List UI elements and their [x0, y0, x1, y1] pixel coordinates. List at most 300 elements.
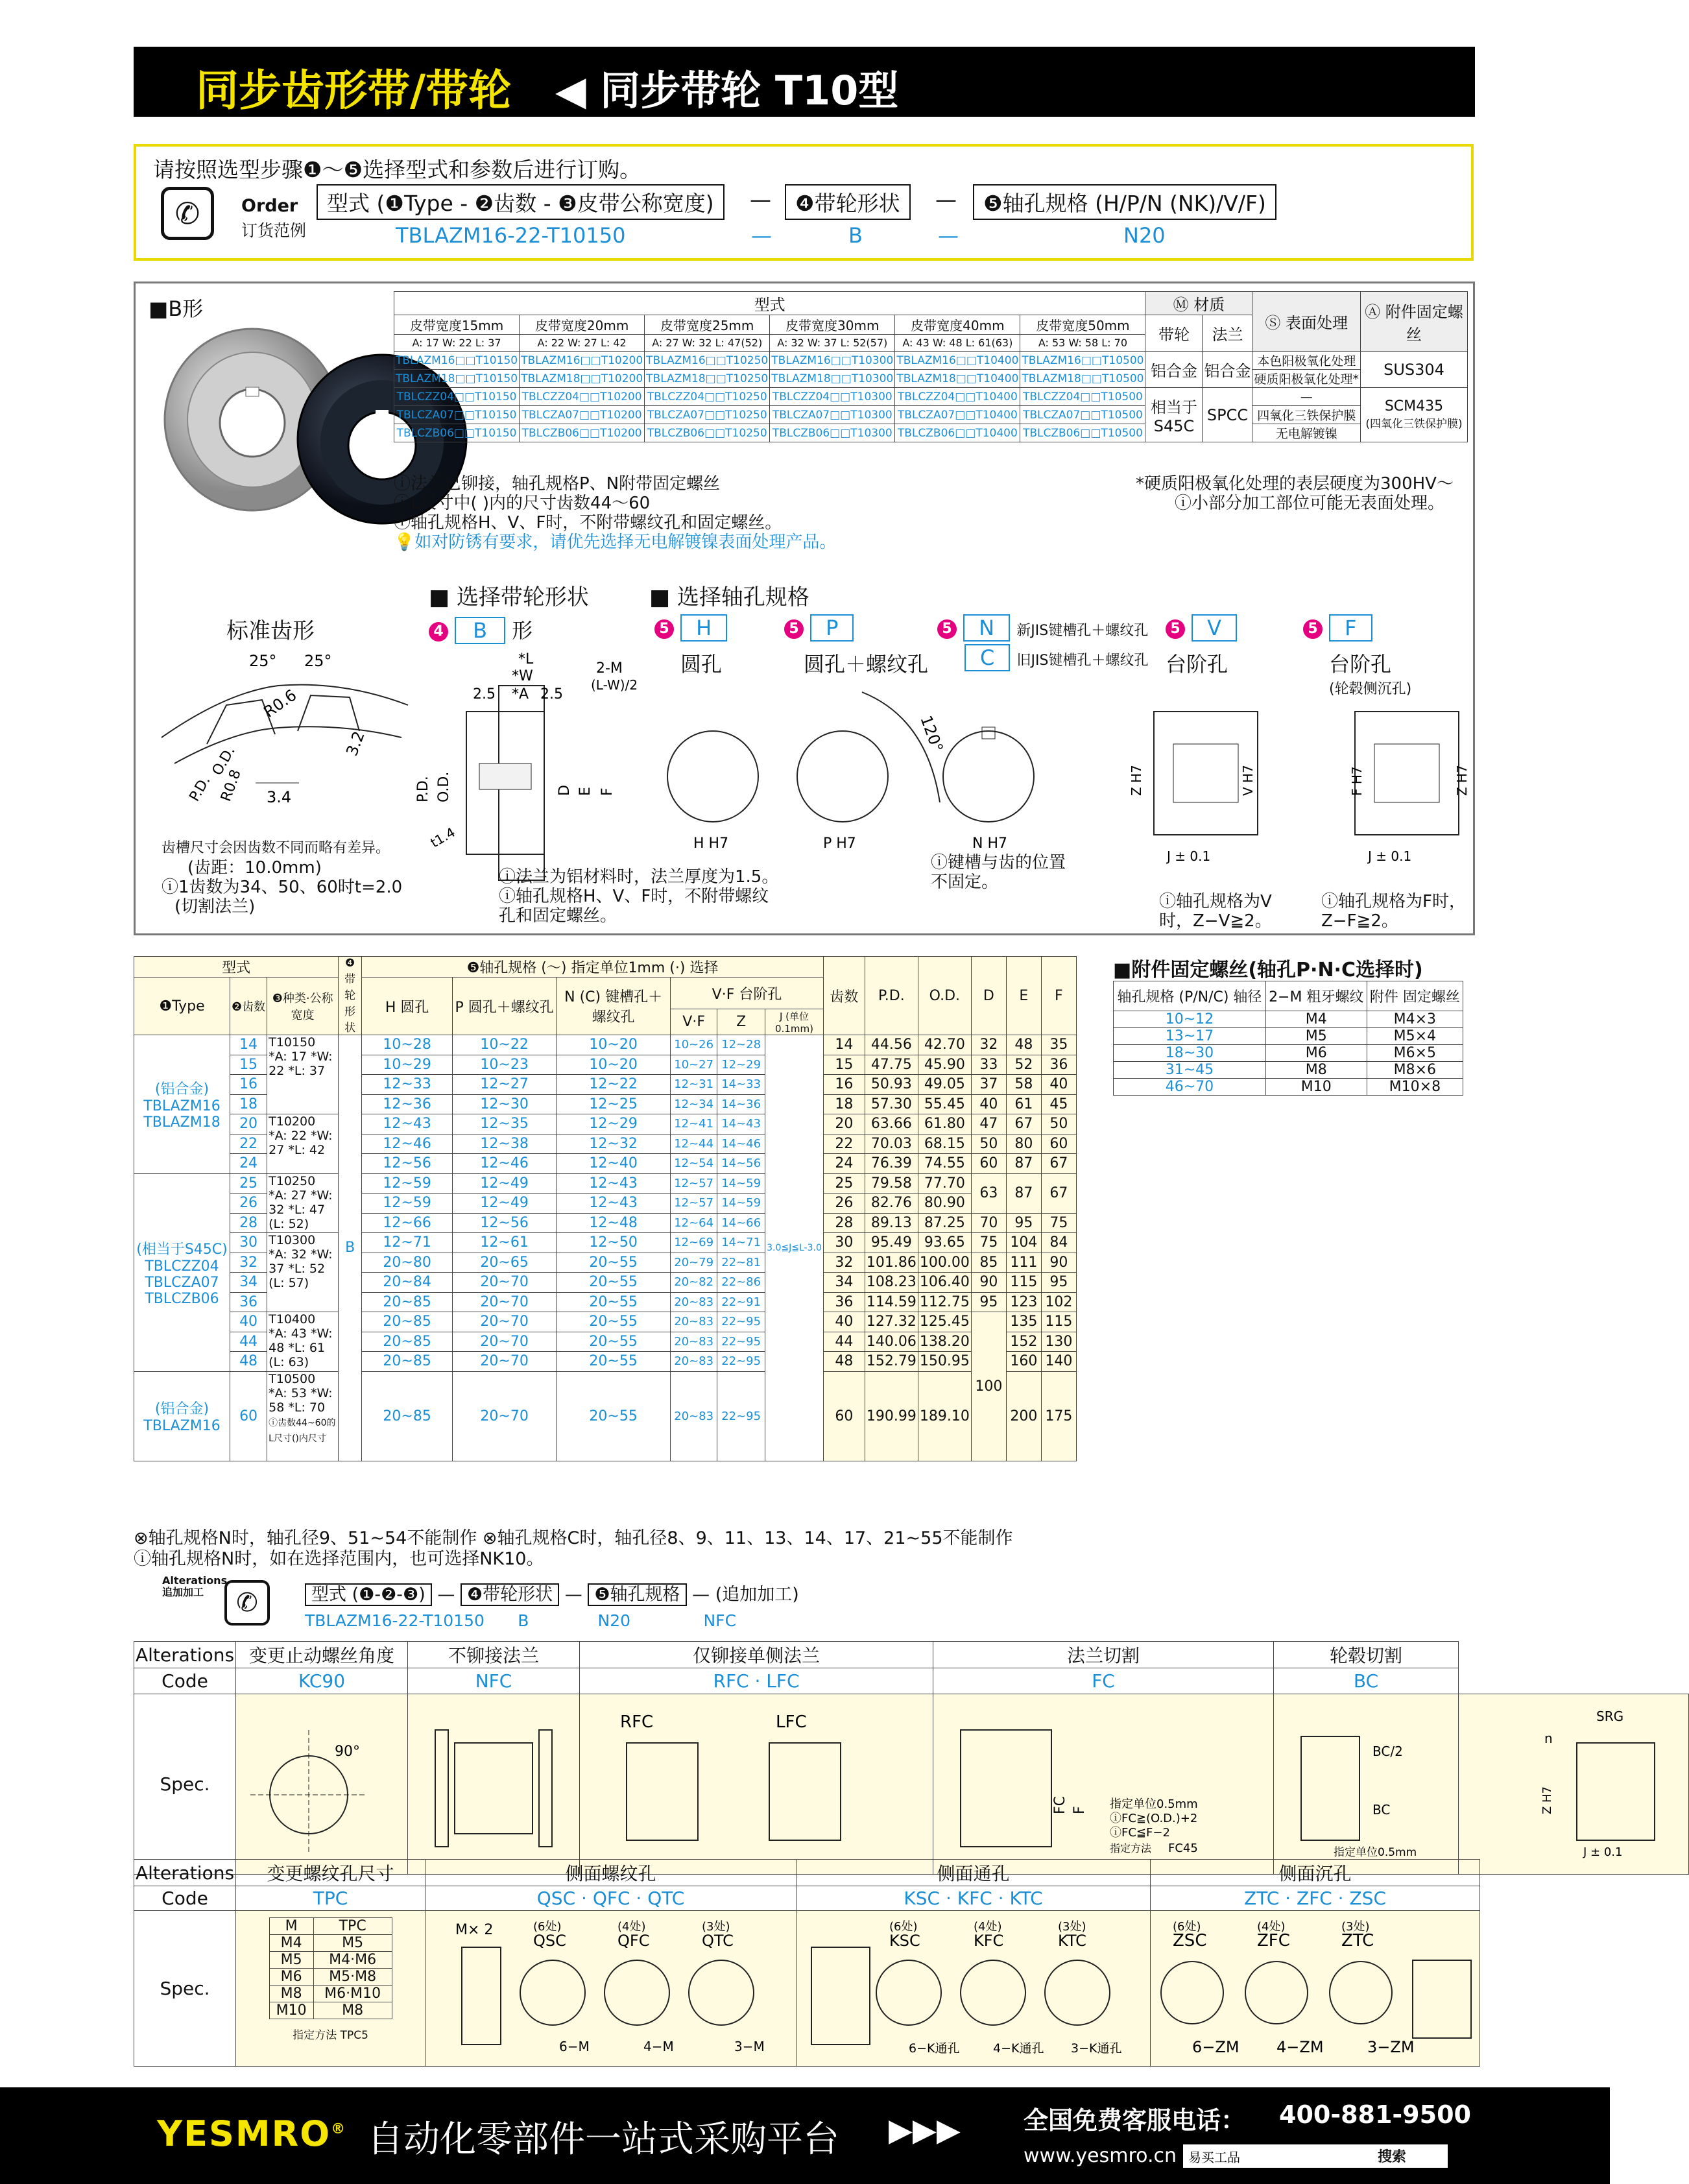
table-row [134, 1173, 1077, 1194]
btype-note: ⓘ轴孔规格H、V、F时，不附带螺纹孔和固定螺丝。 [394, 513, 782, 533]
type-header: 型式 [394, 292, 1145, 315]
spec-text: 6−K通孔 [908, 2041, 959, 2056]
footer-hotline-label: 全国免费客服电话： [1024, 2106, 1246, 2135]
spec-text: (3处) [1341, 1920, 1370, 1934]
bore-name-f-sub: (轮毂侧沉孔) [1329, 681, 1412, 697]
bore-label: J ± 0.1 [1368, 848, 1412, 864]
surface-hard-anodize: 硬质阳极氧化处理* [1252, 370, 1361, 388]
alt-name: 轮毂切割 [1274, 1642, 1459, 1668]
bore-range-cell: 22~91 [717, 1292, 765, 1312]
tooth-label: R0.6 [260, 686, 300, 721]
shape-label: *L [518, 651, 534, 667]
shape-label: (L-W)/2 [591, 677, 638, 693]
dim-cell: 34 [823, 1273, 865, 1293]
dim-cell: 22 [823, 1134, 865, 1154]
dim-cell: 15 [823, 1055, 865, 1075]
alterations-table-2 [134, 1859, 1480, 2067]
bore-range-cell: 12~35 [453, 1114, 557, 1134]
bore-range-cell: 20~65 [453, 1253, 557, 1273]
order-intro: 请按照选型步骤❶～❺选择型式和参数后进行订购。 [153, 157, 641, 182]
bore-range-cell: 22~86 [717, 1273, 765, 1293]
main-note: ⊗轴孔规格N时，轴孔径9、51~54不能制作 ⊗轴孔规格C时，轴孔径8、9、11、13、14、17、21~55不能制作 [134, 1528, 1013, 1548]
group-label: (相当于S45C) TBLCZZ04 TBLCZA07 TBLCZB06 [134, 1173, 230, 1371]
bore-option-c [964, 644, 1148, 671]
screw-h1: 轴孔规格 (P/N/C) 轴径 [1114, 981, 1266, 1011]
tooth-label: 25° [249, 652, 277, 670]
step-4-icon: 4 [429, 622, 448, 642]
dim-cell: 60 [1041, 1134, 1076, 1154]
bore-range-cell: 22~95 [717, 1371, 765, 1461]
bore-range-cell: 12~38 [453, 1134, 557, 1154]
kind-cell: T10200 *A: 22 *W: 27 *L: 42 [267, 1114, 339, 1174]
spec-text: M× 2 [455, 1922, 493, 1938]
dim-cell: 60 [971, 1154, 1006, 1174]
bore-label: P H7 [823, 835, 856, 852]
bore-range-cell: 14~59 [717, 1194, 765, 1214]
h-shape: ❹带轮形状 [339, 957, 362, 1035]
alt-spec-label: Spec. [134, 1911, 236, 2067]
group-label: (铝合金) TBLAZM16 TBLAZM18 [134, 1035, 230, 1174]
spec-text: 4−K通孔 [992, 2041, 1044, 2056]
spec-text: 6−ZM [1192, 2038, 1240, 2056]
dim-cell: 125.45 [918, 1312, 971, 1332]
dim-cell: 80.90 [918, 1194, 971, 1214]
dim-40: A: 43 W: 48 L: 61(63) [895, 335, 1020, 352]
tpc-table [269, 1917, 392, 2019]
dim-cell: 24 [823, 1154, 865, 1174]
dim-cell: 95 [1006, 1213, 1041, 1233]
teeth-cell: 26 [230, 1194, 267, 1214]
screw-table-title: ■附件固定螺丝(轴孔P·N·C选择时) [1113, 959, 1423, 981]
bore-label: F H7 [1349, 766, 1365, 796]
dim-cell: 55.45 [918, 1094, 971, 1114]
btype-notes-right [1136, 474, 1454, 513]
width-25: 皮带宽度25mm [645, 315, 770, 335]
dim-cell: 33 [971, 1055, 1006, 1075]
header-title-sub: ◀ 同步带轮 T10型 [555, 67, 899, 114]
alt-code: FC [933, 1668, 1274, 1694]
bore-range-cell: 20~85 [362, 1352, 453, 1372]
type-code: TBLCZZ04□□T10200 [520, 388, 645, 406]
dim-cell: 48 [1006, 1035, 1041, 1055]
spec-srg [1459, 1694, 1689, 1875]
alt-phone-icon: ✆ [224, 1580, 270, 1626]
dim-cell: 50.93 [865, 1075, 918, 1095]
order-label-en: Order [241, 196, 298, 216]
bore-label: N H7 [972, 835, 1007, 852]
bore-label: 120° [916, 713, 947, 755]
dim-cell: 85 [971, 1253, 1006, 1273]
type-code: TBLCZA07□□T10400 [895, 406, 1020, 424]
bore-range-cell: 14~43 [717, 1114, 765, 1134]
h-kind: ❸种类·公称宽度 [267, 978, 339, 1035]
type-code: TBLAZM16□□T10300 [770, 352, 895, 370]
bc-drawing [1275, 1704, 1457, 1860]
alt-col-extra: (追加加工) [715, 1585, 799, 1605]
dim-cell: 44 [823, 1332, 865, 1352]
type-code: TBLCZB06□□T10500 [1020, 424, 1145, 442]
rfc-lfc-drawing [581, 1704, 931, 1860]
dim-cell: 74.55 [918, 1154, 971, 1174]
spec-text: ⓘFC≦F−2 [1110, 1826, 1170, 1840]
header-title-main: 同步齿形带/带轮 [196, 66, 512, 115]
dim-cell: 130 [1041, 1332, 1076, 1352]
dim-cell: 61 [1006, 1094, 1041, 1114]
zsc-drawing [1153, 1915, 1478, 2058]
dim-cell: 32 [971, 1035, 1006, 1055]
dim-cell: 104 [1006, 1233, 1041, 1253]
shape-cell: B [339, 1035, 362, 1461]
nfc-drawing [409, 1704, 578, 1860]
footer-search-input[interactable] [1183, 2144, 1371, 2168]
dim-cell: 37 [971, 1075, 1006, 1095]
bore-range-cell: 20~55 [557, 1312, 671, 1332]
step-5-icon: 5 [784, 619, 804, 639]
bore-range-cell: 20~70 [453, 1352, 557, 1372]
bore-range-cell: 20~83 [671, 1352, 717, 1372]
bore-range-cell: 14~46 [717, 1134, 765, 1154]
dim-cell: 75 [971, 1233, 1006, 1253]
type-code: TBLAZM16□□T10250 [645, 352, 770, 370]
table-row [134, 1114, 1077, 1134]
screw-cell: M4×3 [1367, 1011, 1463, 1028]
dim-cell: 52 [1006, 1055, 1041, 1075]
alt-name: 侧面通孔 [797, 1860, 1151, 1886]
alt-name: 变更止动螺丝角度 [236, 1642, 408, 1668]
bore-code-v: V [1192, 614, 1237, 642]
alt-order-label [162, 1575, 227, 1598]
bore-code-f: F [1329, 614, 1372, 642]
h-bore-p: P 圆孔＋螺纹孔 [453, 978, 557, 1035]
alt-order-row: 型式 (❶-❷-❸) — ❹带轮形状 — ❺轴孔规格 — (追加加工) [305, 1580, 799, 1605]
tooth-label: P.D. [186, 773, 214, 804]
spec-tpc [236, 1911, 425, 2067]
bore-label: H H7 [693, 835, 729, 852]
bore-range-cell: 20~83 [671, 1332, 717, 1352]
h-f: F [1041, 957, 1076, 1035]
dim-cell: 90 [971, 1273, 1006, 1293]
bore-range-cell: 12~64 [671, 1213, 717, 1233]
teeth-cell: 44 [230, 1332, 267, 1352]
ksc-drawing [798, 1915, 1149, 2058]
bore-range-cell: 20~83 [671, 1371, 717, 1461]
bore-name-p: 圆孔＋螺纹孔 [804, 652, 929, 677]
spec-text: KSC [889, 1932, 920, 1950]
type-code: TBLAZM18□□T10200 [520, 370, 645, 388]
dim-cell: 152 [1006, 1332, 1041, 1352]
bore-range-cell: 20~83 [671, 1312, 717, 1332]
h-z: Z [717, 1009, 765, 1035]
spec-text: (4处) [973, 1920, 1002, 1934]
dim-cell: 123 [1006, 1292, 1041, 1312]
dim-cell: 160 [1006, 1352, 1041, 1372]
spec-text: n [1544, 1731, 1553, 1746]
alt-ex-bore: N20 [597, 1611, 631, 1630]
bore-range-cell: 12~57 [671, 1173, 717, 1194]
tooth-label: 25° [304, 652, 332, 670]
h-e: E [1006, 957, 1041, 1035]
screw-cell: 18~30 [1114, 1045, 1266, 1062]
teeth-cell: 32 [230, 1253, 267, 1273]
bore-range-cell: 20~70 [453, 1332, 557, 1352]
h-bore: ❺轴孔规格 (～) 指定单位1mm (·) 选择 [362, 957, 824, 978]
screw-cell: 13~17 [1114, 1028, 1266, 1045]
bore-name-c: 旧JIS键槽孔＋螺纹孔 [1016, 653, 1149, 669]
dim-cell: 49.05 [918, 1075, 971, 1095]
bore-range-cell: 12~32 [557, 1134, 671, 1154]
dim-cell: 100 [971, 1312, 1006, 1461]
screw-sus304: SUS304 [1361, 352, 1468, 388]
table-row [134, 1312, 1077, 1332]
dim-cell: 42.70 [918, 1035, 971, 1055]
bore-range-cell: 12~71 [362, 1233, 453, 1253]
dim-cell: 90 [1041, 1253, 1076, 1273]
bore-range-cell: 22~95 [717, 1332, 765, 1352]
bore-range-cell: 20~82 [671, 1273, 717, 1293]
bore-range-cell: 22~95 [717, 1352, 765, 1372]
dim-cell: 89.13 [865, 1213, 918, 1233]
footer-slogan: 自动化零部件一站式采购平台 [367, 2118, 839, 2161]
bore-range-cell: 10~26 [671, 1035, 717, 1055]
bore-range-cell: 20~55 [557, 1253, 671, 1273]
bore-range-cell: 12~61 [453, 1233, 557, 1253]
order-ex-dash1: — [751, 223, 772, 248]
spec-text: QTC [701, 1932, 734, 1950]
tooth-label: 3.4 [267, 788, 292, 806]
dim-cell: 150.95 [918, 1352, 971, 1372]
spec-text: KFC [973, 1932, 1003, 1950]
shape-note: ⓘ法兰为铝材料时，法兰厚度为1.5。 [499, 867, 779, 887]
footer-brand [157, 2113, 346, 2154]
screw-h2: 2−M 粗牙螺纹 [1265, 981, 1367, 1011]
order-col-bore: ❺轴孔规格 (H/P/N (NK)/V/F) [973, 184, 1276, 220]
alt-code: NFC [408, 1668, 580, 1694]
order-ex-dash2: — [938, 223, 959, 248]
footer-search-box[interactable] [1183, 2144, 1448, 2168]
surface-anodize: 本色阳极氧化处理 [1252, 352, 1361, 370]
type-code: TBLCZA07□□T10250 [645, 406, 770, 424]
dim-cell: 111 [1006, 1253, 1041, 1273]
shape-label: E [577, 787, 593, 796]
spec-bc [1274, 1694, 1459, 1875]
footer-site[interactable]: www.yesmro.cn [1024, 2144, 1177, 2167]
order-dash-1: — [750, 187, 771, 212]
bore-range-cell: 12~48 [557, 1213, 671, 1233]
dim-cell: 20 [823, 1114, 865, 1134]
dim-cell: 40 [823, 1312, 865, 1332]
dim-30: A: 32 W: 37 L: 52(57) [770, 335, 895, 352]
alt-col-type: 型式 (❶-❷-❸) [305, 1583, 432, 1606]
type-code: TBLAZM18□□T10150 [394, 370, 520, 388]
teeth-cell: 16 [230, 1075, 267, 1095]
dim-cell: 18 [823, 1094, 865, 1114]
shape-title: ■ 选择带轮形状 [429, 584, 589, 610]
bore-range-cell: 12~43 [557, 1194, 671, 1214]
alt-col-shape: ❹带轮形状 [461, 1583, 559, 1606]
teeth-cell: 28 [230, 1213, 267, 1233]
alt-name: 侧面螺纹孔 [425, 1860, 797, 1886]
screw-cell: M8 [1265, 1062, 1367, 1079]
spec-text: RFC [620, 1712, 654, 1732]
alt-name: 侧面沉孔 [1151, 1860, 1480, 1886]
alt-row-label: Alterations [134, 1642, 236, 1668]
screw-cell: 31~45 [1114, 1062, 1266, 1079]
h-bore-h: H 圆孔 [362, 978, 453, 1035]
surface-nickel: 无电解镀镍 [1252, 424, 1361, 442]
dim-cell: 95 [971, 1292, 1006, 1312]
alt-code: ZTC · ZFC · ZSC [1151, 1886, 1480, 1911]
tooth-label: 3.2 [342, 728, 368, 759]
bore-name-n: 新JIS键槽孔＋螺纹孔 [1016, 623, 1149, 639]
dimension-table [134, 956, 1077, 1461]
order-col-shape: ❹带轮形状 [785, 184, 911, 220]
width-30: 皮带宽度30mm [770, 315, 895, 335]
alt-code: BC [1274, 1668, 1459, 1694]
footer-search-button[interactable]: 搜索 [1378, 2149, 1407, 2165]
pulley-label: 带轮 [1145, 315, 1203, 352]
step-5-icon: 5 [1303, 619, 1323, 639]
kind-note: ⓘ齿数44~60的L尺寸()内尺寸 [269, 1417, 336, 1444]
bore-range-cell: 20~70 [453, 1273, 557, 1293]
bore-range-cell: 12~29 [557, 1114, 671, 1134]
spec-text: J ± 0.1 [1583, 1845, 1623, 1859]
bore-code-h: H [680, 614, 727, 642]
spec-text: BC [1372, 1802, 1391, 1818]
screw-scm435-name: SCM435 [1384, 398, 1444, 414]
dim-cell: 67 [1041, 1173, 1076, 1213]
qsc-drawing [429, 1915, 793, 2058]
shape-selector [429, 614, 533, 644]
tooth-label: O.D. [209, 743, 239, 778]
bore-range-cell: 12~69 [671, 1233, 717, 1253]
bore-option-h [654, 614, 727, 678]
dim-cell: 63 [971, 1173, 1006, 1213]
dim-cell: 63.66 [865, 1114, 918, 1134]
type-code: TBLAZM16□□T10500 [1020, 352, 1145, 370]
spec-text: ZSC [1172, 1931, 1207, 1950]
screw-cell: M10×8 [1367, 1079, 1463, 1096]
alt-order-label-cn: 追加加工 [162, 1586, 204, 1598]
footer-hotline: 400-881-9500 [1279, 2100, 1471, 2129]
dim-25: A: 27 W: 32 L: 47(52) [645, 335, 770, 352]
dim-cell: 82.76 [865, 1194, 918, 1214]
screw-cell: M10 [1265, 1079, 1367, 1096]
alt-name: 变更螺纹孔尺寸 [236, 1860, 425, 1886]
btype-spec-table [394, 291, 1468, 442]
spec-text: FC45 [1168, 1842, 1198, 1855]
dim-cell: 45.90 [918, 1055, 971, 1075]
screw-table [1113, 981, 1463, 1096]
spec-text: 指定方法 [1110, 1842, 1152, 1854]
bore-name-h: 圆孔 [680, 652, 723, 677]
alt-ex-extra: NFC [703, 1611, 737, 1630]
type-code: TBLCZA07□□T10150 [394, 406, 520, 424]
h-bore-vf: V·F 台阶孔 [671, 978, 824, 1009]
screw-cell: M6×5 [1367, 1045, 1463, 1062]
spec-zsc [1151, 1911, 1480, 2067]
type-code: TBLCZB06□□T10150 [394, 424, 520, 442]
kind-cell: T10300 *A: 32 *W: 37 *L: 52 (L: 57) [267, 1233, 339, 1312]
type-code: TBLAZM18□□T10500 [1020, 370, 1145, 388]
alt-code-label: Code [134, 1886, 236, 1911]
step-5-icon: 5 [1166, 619, 1185, 639]
dim-cell: 189.10 [918, 1371, 971, 1461]
dim-cell: 135 [1006, 1312, 1041, 1332]
shape-b-drawing [408, 647, 641, 861]
bore-drawings [654, 686, 1472, 867]
dim-cell: 84 [1041, 1233, 1076, 1253]
bore-range-cell: 12~34 [671, 1094, 717, 1114]
tpc-cell: M5·M8 [313, 1969, 392, 1986]
alt-order-example [305, 1611, 769, 1630]
tpc-head: TPC [313, 1918, 392, 1935]
alt-order-label-en: Alterations [162, 1574, 228, 1587]
width-15: 皮带宽度15mm [394, 315, 520, 335]
group-label: (铝合金) TBLAZM16 [134, 1371, 230, 1461]
flange-label: 法兰 [1203, 315, 1252, 352]
teeth-cell: 22 [230, 1134, 267, 1154]
dim-cell: 36 [823, 1292, 865, 1312]
bore-label: Z H7 [1129, 765, 1144, 796]
bore-label: J ± 0.1 [1167, 848, 1211, 864]
h-teeth: ❷齿数 [230, 978, 267, 1035]
step-5-icon: 5 [654, 619, 674, 639]
table-row [134, 1371, 1077, 1461]
alt-ex-type: TBLAZM16-22-T10150 [305, 1611, 485, 1630]
dim-cell: 106.40 [918, 1273, 971, 1293]
surface-header: Ⓢ 表面处理 [1252, 292, 1361, 352]
tooth-notes [162, 839, 402, 917]
alt-code: TPC [236, 1886, 425, 1911]
dim-cell: 68.15 [918, 1134, 971, 1154]
spec-text: KTC [1057, 1932, 1086, 1950]
type-code: TBLCZB06□□T10250 [645, 424, 770, 442]
std-tooth-title: 标准齿形 [226, 618, 315, 644]
alt-ex-shape: B [518, 1611, 529, 1630]
bore-range-cell: 12~57 [671, 1194, 717, 1214]
spec-text: FC [1052, 1795, 1069, 1814]
bore-name-v: 台阶孔 [1166, 652, 1228, 677]
bore-range-cell: 12~25 [557, 1094, 671, 1114]
bore-code-p: P [810, 614, 854, 642]
bore-range-cell: 12~66 [362, 1213, 453, 1233]
fc-drawing [935, 1704, 1272, 1860]
surface-black-oxide: 四氧化三铁保护膜 [1252, 406, 1361, 424]
dim-cell: 95 [1041, 1273, 1076, 1293]
alt-spec-label: Spec. [134, 1694, 236, 1875]
tooth-note: (齿距：10.0mm) [187, 858, 322, 878]
dim-cell: 36 [1041, 1055, 1076, 1075]
bore-range-cell: 12~29 [717, 1055, 765, 1075]
spec-text: QSC [533, 1932, 566, 1950]
shape-notes [499, 867, 784, 926]
btype-label: ■B形 [149, 296, 204, 321]
phone-icon: ✆ [161, 187, 214, 240]
teeth-cell: 18 [230, 1094, 267, 1114]
material-s45c: 相当于S45C [1145, 388, 1203, 442]
srg-drawing [1460, 1704, 1687, 1860]
shape-label: *W [512, 668, 533, 684]
bore-range-cell: 12~40 [557, 1154, 671, 1174]
dim-cell: 32 [823, 1253, 865, 1273]
dim-cell: 87.25 [918, 1213, 971, 1233]
bore-range-cell: 20~85 [362, 1371, 453, 1461]
alt-code: KC90 [236, 1668, 408, 1694]
f-note: ⓘ轴孔规格为F时，Z−F≧2。 [1321, 892, 1466, 931]
alt-code: KSC · KFC · KTC [797, 1886, 1151, 1911]
screw-scm435 [1361, 388, 1468, 442]
bore-range-cell: 10~22 [453, 1035, 557, 1055]
